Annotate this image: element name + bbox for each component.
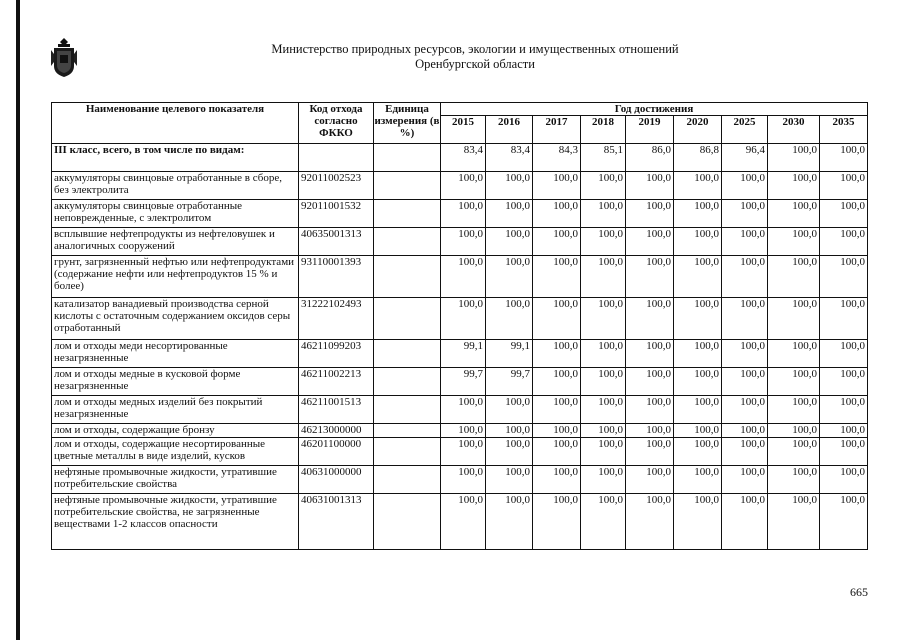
- row-value-2020: 100,0: [674, 340, 722, 368]
- row-value-2017: 100,0: [533, 172, 581, 200]
- row-value-2035: 100,0: [820, 256, 868, 298]
- row-unit: [374, 228, 441, 256]
- row-value-2016: 83,4: [486, 144, 533, 172]
- row-value-2019: 100,0: [626, 396, 674, 424]
- header-year-2019: 2019: [626, 116, 674, 144]
- row-fkko-code: 93110001393: [299, 256, 374, 298]
- row-unit: [374, 340, 441, 368]
- row-indicator-name: лом и отходы меди несортированные незагрязненные: [52, 340, 299, 368]
- row-value-2025: 96,4: [722, 144, 768, 172]
- row-value-2035: 100,0: [820, 438, 868, 466]
- row-fkko-code: 40635001313: [299, 228, 374, 256]
- row-value-2025: 100,0: [722, 368, 768, 396]
- table-row: [52, 256, 868, 298]
- row-value-2019: 100,0: [626, 494, 674, 550]
- row-value-2035: 100,0: [820, 144, 868, 172]
- row-value-2017: 84,3: [533, 144, 581, 172]
- row-unit: [374, 144, 441, 172]
- row-value-2019: 100,0: [626, 438, 674, 466]
- row-value-2035: 100,0: [820, 368, 868, 396]
- row-value-2015: 100,0: [441, 200, 486, 228]
- row-unit: [374, 298, 441, 340]
- row-value-2030: 100,0: [768, 494, 820, 550]
- table-row: [52, 144, 868, 172]
- row-value-2020: 100,0: [674, 298, 722, 340]
- header-code: Код отхода согласно ФККО: [299, 103, 374, 144]
- row-value-2019: 100,0: [626, 172, 674, 200]
- row-unit: [374, 396, 441, 424]
- row-value-2017: 100,0: [533, 494, 581, 550]
- row-value-2016: 100,0: [486, 200, 533, 228]
- table-row: [52, 396, 868, 424]
- row-value-2030: 100,0: [768, 340, 820, 368]
- row-value-2016: 100,0: [486, 438, 533, 466]
- row-value-2025: 100,0: [722, 256, 768, 298]
- row-value-2016: 100,0: [486, 466, 533, 494]
- table-row: [52, 298, 868, 340]
- scan-edge-bar: [16, 0, 20, 640]
- header-year-2030: 2030: [768, 116, 820, 144]
- row-value-2020: 100,0: [674, 438, 722, 466]
- row-indicator-name: аккумуляторы свинцовые отработанные неповрежденные, с электролитом: [52, 200, 299, 228]
- row-value-2015: 99,7: [441, 368, 486, 396]
- row-value-2018: 100,0: [581, 228, 626, 256]
- row-value-2018: 100,0: [581, 438, 626, 466]
- row-value-2025: 100,0: [722, 340, 768, 368]
- row-value-2018: 85,1: [581, 144, 626, 172]
- table-row: [52, 424, 868, 438]
- row-value-2017: 100,0: [533, 200, 581, 228]
- row-value-2035: 100,0: [820, 494, 868, 550]
- row-value-2030: 100,0: [768, 368, 820, 396]
- row-value-2017: 100,0: [533, 466, 581, 494]
- row-value-2035: 100,0: [820, 172, 868, 200]
- row-value-2017: 100,0: [533, 228, 581, 256]
- header-year-2025: 2025: [722, 116, 768, 144]
- row-value-2020: 100,0: [674, 256, 722, 298]
- row-value-2017: 100,0: [533, 396, 581, 424]
- row-value-2025: 100,0: [722, 298, 768, 340]
- header-year-2016: 2016: [486, 116, 533, 144]
- row-value-2030: 100,0: [768, 424, 820, 438]
- row-value-2016: 100,0: [486, 256, 533, 298]
- row-fkko-code: 46211099203: [299, 340, 374, 368]
- row-value-2019: 86,0: [626, 144, 674, 172]
- table-row: [52, 228, 868, 256]
- row-value-2017: 100,0: [533, 298, 581, 340]
- row-value-2019: 100,0: [626, 256, 674, 298]
- row-value-2020: 100,0: [674, 494, 722, 550]
- row-unit: [374, 424, 441, 438]
- row-indicator-name: нефтяные промывочные жидкости, утратившие потребительские свойства, не загрязненные веществами 1-2 классов опасности: [52, 494, 299, 550]
- header-year-2035: 2035: [820, 116, 868, 144]
- row-fkko-code: [299, 144, 374, 172]
- row-value-2030: 100,0: [768, 298, 820, 340]
- row-value-2025: 100,0: [722, 466, 768, 494]
- row-value-2019: 100,0: [626, 368, 674, 396]
- header-year-2020: 2020: [674, 116, 722, 144]
- row-value-2030: 100,0: [768, 200, 820, 228]
- row-value-2020: 100,0: [674, 466, 722, 494]
- header-year-2017: 2017: [533, 116, 581, 144]
- row-value-2018: 100,0: [581, 172, 626, 200]
- row-unit: [374, 256, 441, 298]
- row-unit: [374, 466, 441, 494]
- row-indicator-name: грунт, загрязненный нефтью или нефтепродуктами (содержание нефти или нефтепродуктов 15 % и более): [52, 256, 299, 298]
- target-indicators-table: [51, 102, 868, 550]
- row-value-2018: 100,0: [581, 466, 626, 494]
- row-value-2030: 100,0: [768, 256, 820, 298]
- row-value-2015: 100,0: [441, 298, 486, 340]
- row-value-2030: 100,0: [768, 172, 820, 200]
- page-number: 665: [850, 585, 868, 599]
- row-value-2018: 100,0: [581, 396, 626, 424]
- row-fkko-code: 31222102493: [299, 298, 374, 340]
- row-value-2018: 100,0: [581, 494, 626, 550]
- row-indicator-name: нефтяные промывочные жидкости, утратившие потребительские свойства: [52, 466, 299, 494]
- row-value-2025: 100,0: [722, 200, 768, 228]
- row-value-2018: 100,0: [581, 200, 626, 228]
- row-value-2016: 99,7: [486, 368, 533, 396]
- row-unit: [374, 200, 441, 228]
- row-value-2030: 100,0: [768, 438, 820, 466]
- row-value-2019: 100,0: [626, 200, 674, 228]
- row-value-2035: 100,0: [820, 340, 868, 368]
- row-value-2025: 100,0: [722, 172, 768, 200]
- row-value-2015: 83,4: [441, 144, 486, 172]
- row-value-2017: 100,0: [533, 424, 581, 438]
- row-value-2030: 100,0: [768, 144, 820, 172]
- row-value-2019: 100,0: [626, 340, 674, 368]
- row-value-2015: 100,0: [441, 494, 486, 550]
- row-value-2020: 100,0: [674, 368, 722, 396]
- row-value-2016: 100,0: [486, 396, 533, 424]
- row-value-2016: 100,0: [486, 424, 533, 438]
- row-indicator-name: лом и отходы медных изделий без покрытий незагрязненные: [52, 396, 299, 424]
- row-value-2017: 100,0: [533, 256, 581, 298]
- row-value-2015: 100,0: [441, 228, 486, 256]
- row-value-2019: 100,0: [626, 228, 674, 256]
- row-value-2019: 100,0: [626, 466, 674, 494]
- header-ministry-line: Министерство природных ресурсов, экологии и имущественных отношений: [271, 42, 679, 56]
- row-value-2016: 100,0: [486, 494, 533, 550]
- row-value-2018: 100,0: [581, 340, 626, 368]
- row-value-2015: 100,0: [441, 256, 486, 298]
- document-header: [200, 42, 750, 72]
- row-value-2035: 100,0: [820, 298, 868, 340]
- header-unit: Единица измерения (в %): [374, 103, 441, 144]
- row-value-2025: 100,0: [722, 228, 768, 256]
- row-value-2020: 100,0: [674, 200, 722, 228]
- row-indicator-name: лом и отходы медные в кусковой форме незагрязненные: [52, 368, 299, 396]
- table-row: [52, 438, 868, 466]
- row-value-2018: 100,0: [581, 424, 626, 438]
- row-value-2025: 100,0: [722, 438, 768, 466]
- row-value-2020: 86,8: [674, 144, 722, 172]
- row-value-2030: 100,0: [768, 396, 820, 424]
- row-fkko-code: 40631000000: [299, 466, 374, 494]
- row-value-2030: 100,0: [768, 228, 820, 256]
- row-value-2015: 100,0: [441, 172, 486, 200]
- row-fkko-code: 46211001513: [299, 396, 374, 424]
- row-value-2025: 100,0: [722, 424, 768, 438]
- row-value-2019: 100,0: [626, 424, 674, 438]
- row-fkko-code: 92011002523: [299, 172, 374, 200]
- row-value-2020: 100,0: [674, 424, 722, 438]
- row-value-2035: 100,0: [820, 200, 868, 228]
- row-fkko-code: 40631001313: [299, 494, 374, 550]
- row-value-2025: 100,0: [722, 494, 768, 550]
- row-value-2017: 100,0: [533, 368, 581, 396]
- row-value-2016: 99,1: [486, 340, 533, 368]
- row-fkko-code: 46213000000: [299, 424, 374, 438]
- row-value-2015: 100,0: [441, 438, 486, 466]
- row-value-2015: 100,0: [441, 424, 486, 438]
- table-row: [52, 494, 868, 550]
- row-value-2020: 100,0: [674, 396, 722, 424]
- row-value-2020: 100,0: [674, 172, 722, 200]
- row-value-2035: 100,0: [820, 466, 868, 494]
- row-indicator-name: III класс, всего, в том числе по видам:: [52, 144, 299, 172]
- row-value-2015: 99,1: [441, 340, 486, 368]
- row-value-2017: 100,0: [533, 438, 581, 466]
- row-value-2016: 100,0: [486, 298, 533, 340]
- header-year-2018: 2018: [581, 116, 626, 144]
- row-value-2016: 100,0: [486, 228, 533, 256]
- table-row: [52, 368, 868, 396]
- row-value-2019: 100,0: [626, 298, 674, 340]
- row-value-2016: 100,0: [486, 172, 533, 200]
- table-row: [52, 200, 868, 228]
- header-region-line: Оренбургской области: [415, 57, 535, 71]
- row-indicator-name: лом и отходы, содержащие несортированные цветные металлы в виде изделий, кусков: [52, 438, 299, 466]
- row-value-2018: 100,0: [581, 368, 626, 396]
- row-value-2015: 100,0: [441, 466, 486, 494]
- row-value-2020: 100,0: [674, 228, 722, 256]
- row-unit: [374, 172, 441, 200]
- row-indicator-name: аккумуляторы свинцовые отработанные в сборе, без электролита: [52, 172, 299, 200]
- row-value-2030: 100,0: [768, 466, 820, 494]
- row-fkko-code: 92011001532: [299, 200, 374, 228]
- row-value-2015: 100,0: [441, 396, 486, 424]
- row-indicator-name: всплывшие нефтепродукты из нефтеловушек и аналогичных сооружений: [52, 228, 299, 256]
- row-fkko-code: 46201100000: [299, 438, 374, 466]
- row-value-2035: 100,0: [820, 228, 868, 256]
- table-body: [52, 144, 868, 550]
- row-indicator-name: лом и отходы, содержащие бронзу: [52, 424, 299, 438]
- row-value-2035: 100,0: [820, 424, 868, 438]
- row-unit: [374, 494, 441, 550]
- row-value-2018: 100,0: [581, 298, 626, 340]
- row-unit: [374, 438, 441, 466]
- row-unit: [374, 368, 441, 396]
- table-row: [52, 172, 868, 200]
- row-indicator-name: катализатор ванадиевый производства серной кислоты с остаточным содержанием оксидов серы отработанный: [52, 298, 299, 340]
- header-year-2015: 2015: [441, 116, 486, 144]
- coat-of-arms-icon: [50, 36, 78, 78]
- table-row: [52, 466, 868, 494]
- header-name: Наименование целевого показателя: [52, 103, 299, 144]
- header-year-group: Год достижения: [441, 103, 868, 116]
- row-value-2035: 100,0: [820, 396, 868, 424]
- row-value-2017: 100,0: [533, 340, 581, 368]
- table-row: [52, 340, 868, 368]
- row-value-2025: 100,0: [722, 396, 768, 424]
- row-fkko-code: 46211002213: [299, 368, 374, 396]
- row-value-2018: 100,0: [581, 256, 626, 298]
